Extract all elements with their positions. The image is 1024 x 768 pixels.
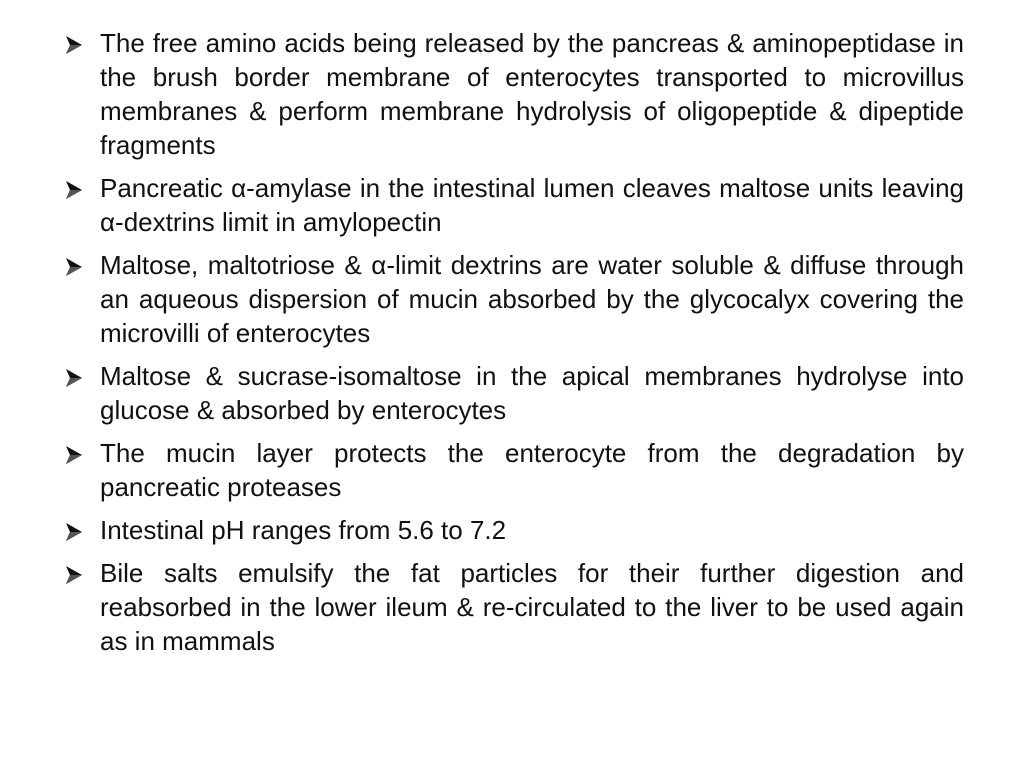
bullet-item (62, 26, 964, 162)
bullet-text: Intestinal pH ranges from 5.6 to 7.2 (100, 515, 507, 545)
bullet-text: Bile salts emulsify the fat particles for their further digestion and reabsorbed in the lower ileum & re-circulated to the liver to be used again as in mammals (100, 558, 964, 656)
bullet-item (62, 436, 964, 504)
arrowhead-bullet-icon (62, 513, 90, 547)
bullet-list (62, 26, 964, 667)
arrowhead-bullet-icon (62, 436, 90, 470)
bullet-item (62, 171, 964, 239)
bullet-item (62, 556, 964, 658)
bullet-item (62, 359, 964, 427)
bullet-text: The free amino acids being released by the pancreas & aminopeptidase in the brush border membrane of enterocytes transported to microvillus membranes & perform membrane hydrolysis of oligopeptide & dipeptide fragments (100, 28, 964, 160)
bullet-text: Pancreatic α-amylase in the intestinal lumen cleaves maltose units leaving α-dextrins limit in amylopectin (100, 173, 964, 237)
arrowhead-bullet-icon (62, 171, 90, 205)
bullet-item (62, 513, 964, 547)
arrowhead-bullet-icon (62, 556, 90, 590)
arrowhead-bullet-icon (62, 26, 90, 60)
arrowhead-bullet-icon (62, 248, 90, 282)
arrowhead-bullet-icon (62, 359, 90, 393)
bullet-text: Maltose, maltotriose & α-limit dextrins are water soluble & diffuse through an aqueous dispersion of mucin absorbed by the glycocalyx covering the microvilli of enterocytes (100, 250, 964, 348)
bullet-item (62, 248, 964, 350)
bullet-text: The mucin layer protects the enterocyte from the degradation by pancreatic proteases (100, 438, 964, 502)
bullet-text: Maltose & sucrase-isomaltose in the apical membranes hydrolyse into glucose & absorbed by enterocytes (100, 361, 964, 425)
